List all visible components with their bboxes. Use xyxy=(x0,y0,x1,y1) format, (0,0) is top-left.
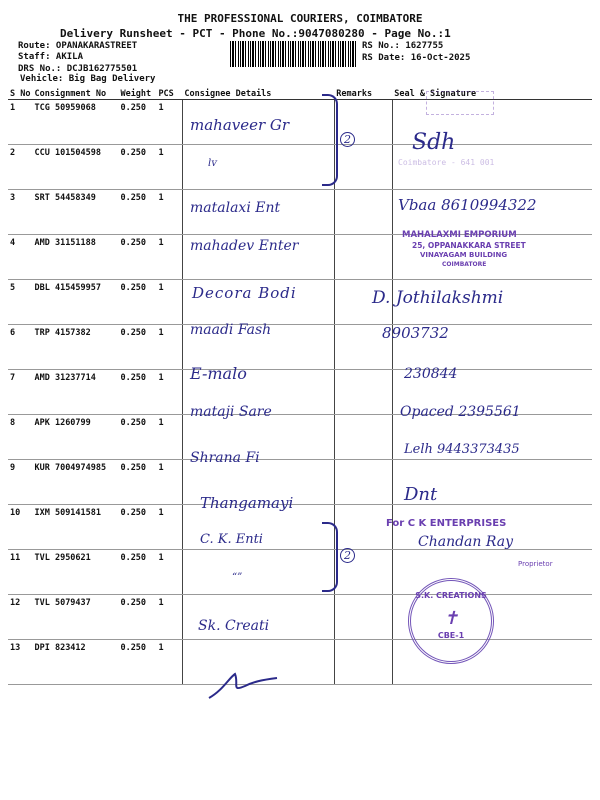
row-consignment: DBL 415459957 xyxy=(32,280,118,325)
sk-creations-seal xyxy=(408,578,494,664)
col-pcs: PCS xyxy=(156,88,182,100)
stamp-ck-enterprises: For C K ENTERPRISES xyxy=(386,518,507,529)
signature-7: 230844 xyxy=(404,366,458,382)
row-consignment: AMD 31237714 xyxy=(32,370,118,415)
bracket-mark-1 xyxy=(322,94,338,186)
row-pcs: 1 xyxy=(156,415,182,460)
row-remarks xyxy=(334,235,392,280)
row-consignment: AMD 31151188 xyxy=(32,235,118,280)
signature-5: D. Jothilakshmi xyxy=(372,288,504,308)
col-seal: Seal & Signature xyxy=(392,88,592,100)
row-pcs: 1 xyxy=(156,550,182,595)
table-header-row xyxy=(8,88,592,100)
row-consignment: TRP 4157382 xyxy=(32,325,118,370)
row-pcs: 1 xyxy=(156,460,182,505)
row-remarks xyxy=(334,145,392,190)
row-weight: 0.250 xyxy=(118,595,156,640)
row-remarks xyxy=(334,595,392,640)
stamp-mahalaxmi-2: 25, OPPANAKKARA STREET xyxy=(412,241,526,250)
col-sno: S No xyxy=(10,88,31,99)
row-weight: 0.250 xyxy=(118,325,156,370)
vehicle-label: Vehicle: Big Bag Delivery xyxy=(20,74,156,84)
seal-bottom-text: CBE-1 xyxy=(437,631,465,640)
row-pcs: 1 xyxy=(156,190,182,235)
row-sno: 13 xyxy=(8,640,32,685)
consignee-hand-6: maadi Fash xyxy=(190,322,272,338)
row-weight: 0.250 xyxy=(118,550,156,595)
table-row xyxy=(8,640,592,685)
consignee-hand-13: Sk. Creati xyxy=(198,618,270,634)
stamp-mahalaxmi-1: MAHALAXMI EMPORIUM xyxy=(402,230,517,240)
row-pcs: 1 xyxy=(156,145,182,190)
row-weight: 0.250 xyxy=(118,145,156,190)
col-remarks: Remarks xyxy=(334,88,392,100)
consignee-hand-1: mahaveer Gr xyxy=(190,116,290,134)
row-remarks xyxy=(334,640,392,685)
row-consignment: APK 1260799 xyxy=(32,415,118,460)
consignee-hand-7: E-malo xyxy=(190,364,247,383)
consignee-hand-12: “” xyxy=(232,572,243,583)
row-weight: 0.250 xyxy=(118,505,156,550)
row-weight: 0.250 xyxy=(118,370,156,415)
route-label: Route: OPANAKARASTREET xyxy=(18,41,138,51)
row-remarks xyxy=(334,370,392,415)
row-remarks xyxy=(334,460,392,505)
table-row xyxy=(8,280,592,325)
remark-circle-1: 2 xyxy=(340,132,355,147)
stamp-proprietor: Proprietor xyxy=(518,560,553,568)
consignee-hand-5: Decora Bodi xyxy=(192,284,297,302)
row-sno: 5 xyxy=(8,280,32,325)
row-sno: 7 xyxy=(8,370,32,415)
bracket-mark-2 xyxy=(322,522,338,592)
row-pcs: 1 xyxy=(156,595,182,640)
rs-date: RS Date: 16-Oct-2025 xyxy=(362,53,471,63)
row-consignment: IXM 509141581 xyxy=(32,505,118,550)
table-row xyxy=(8,325,592,370)
row-weight: 0.250 xyxy=(118,415,156,460)
company-title: THE PROFESSIONAL COURIERS, COIMBATORE xyxy=(177,12,423,25)
signature-9: Lelh 9443373435 xyxy=(404,442,520,457)
signature-10: Dnt xyxy=(404,484,438,505)
consignee-hand-11: C. K. Enti xyxy=(200,532,263,547)
stamp-mahalaxmi-4: COIMBATORE xyxy=(442,261,487,268)
row-sno: 2 xyxy=(8,145,32,190)
staff-label: Staff: AKILA xyxy=(18,52,84,62)
consignee-hand-3: matalaxi Ent xyxy=(190,200,281,216)
signature-6: 8903732 xyxy=(382,324,449,342)
col-weight: Weight xyxy=(118,88,156,100)
runsheet-table xyxy=(8,88,592,685)
row-pcs: 1 xyxy=(156,280,182,325)
col-consignee: Consignee Details xyxy=(182,88,334,100)
consignee-hand-2: lᴠ xyxy=(208,158,217,169)
row-consignment: TVL 5079437 xyxy=(32,595,118,640)
row-weight: 0.250 xyxy=(118,460,156,505)
stamp-mahalaxmi-3: VINAYAGAM BUILDING xyxy=(420,251,508,259)
table-row xyxy=(8,595,592,640)
bottom-scribble xyxy=(205,660,285,705)
row-pcs: 1 xyxy=(156,325,182,370)
table-row xyxy=(8,145,592,190)
row-weight: 0.250 xyxy=(118,280,156,325)
seal-signature-glyph: ✝ xyxy=(443,608,459,629)
consignee-hand-8: mataji Sare xyxy=(190,404,272,420)
row-consignment: TCG 50959068 xyxy=(32,100,118,145)
barcode xyxy=(230,41,358,67)
signature-3: Vbaa 8610994322 xyxy=(398,196,537,214)
row-consignment: CCU 101504598 xyxy=(32,145,118,190)
row-consignment: TVL 2950621 xyxy=(32,550,118,595)
row-pcs: 1 xyxy=(156,235,182,280)
row-remarks xyxy=(334,505,392,550)
faded-stamp-text: Coimbatore - 641 001 xyxy=(398,158,495,167)
runsheet-title: Delivery Runsheet - PCT - Phone No.:9047080280 - Page No.:1 xyxy=(60,27,451,40)
col-consignment: Consignment No xyxy=(32,88,118,100)
faded-stamp xyxy=(426,91,494,115)
row-pcs: 1 xyxy=(156,100,182,145)
consignee-hand-9: Shrana Fi xyxy=(190,450,260,466)
row-weight: 0.250 xyxy=(118,640,156,685)
row-sno: 12 xyxy=(8,595,32,640)
signature-1: Sdh xyxy=(412,130,456,155)
row-sno: 6 xyxy=(8,325,32,370)
drs-label: DRS No.: DCJB162775501 xyxy=(18,64,138,74)
rs-number: RS No.: 1627755 xyxy=(362,41,444,51)
row-sno: 8 xyxy=(8,415,32,460)
row-weight: 0.250 xyxy=(118,235,156,280)
table-row xyxy=(8,100,592,145)
seal-top-text: S.K. CREATIONS xyxy=(415,591,487,600)
signature-8: Opaced 2395561 xyxy=(400,404,521,420)
row-consignment: DPI 823412 xyxy=(32,640,118,685)
row-consignee xyxy=(182,145,334,190)
row-sno: 9 xyxy=(8,460,32,505)
table-row xyxy=(8,460,592,505)
row-sno: 10 xyxy=(8,505,32,550)
row-pcs: 1 xyxy=(156,370,182,415)
row-remarks xyxy=(334,415,392,460)
row-consignment: SRT 54458349 xyxy=(32,190,118,235)
row-pcs: 1 xyxy=(156,640,182,685)
consignee-hand-4: mahadev Enter xyxy=(190,238,299,254)
row-consignment: KUR 7004974985 xyxy=(32,460,118,505)
row-consignee xyxy=(182,550,334,595)
table-row xyxy=(8,550,592,595)
row-sno: 11 xyxy=(8,550,32,595)
row-weight: 0.250 xyxy=(118,190,156,235)
row-sno: 3 xyxy=(8,190,32,235)
remark-circle-2: 2 xyxy=(340,548,355,563)
row-sno: 4 xyxy=(8,235,32,280)
row-remarks xyxy=(334,190,392,235)
signature-11: Chandan Ray xyxy=(418,534,513,550)
row-sno: 1 xyxy=(8,100,32,145)
row-weight: 0.250 xyxy=(118,100,156,145)
consignee-hand-10: Thangamayi xyxy=(200,494,294,512)
row-pcs: 1 xyxy=(156,505,182,550)
